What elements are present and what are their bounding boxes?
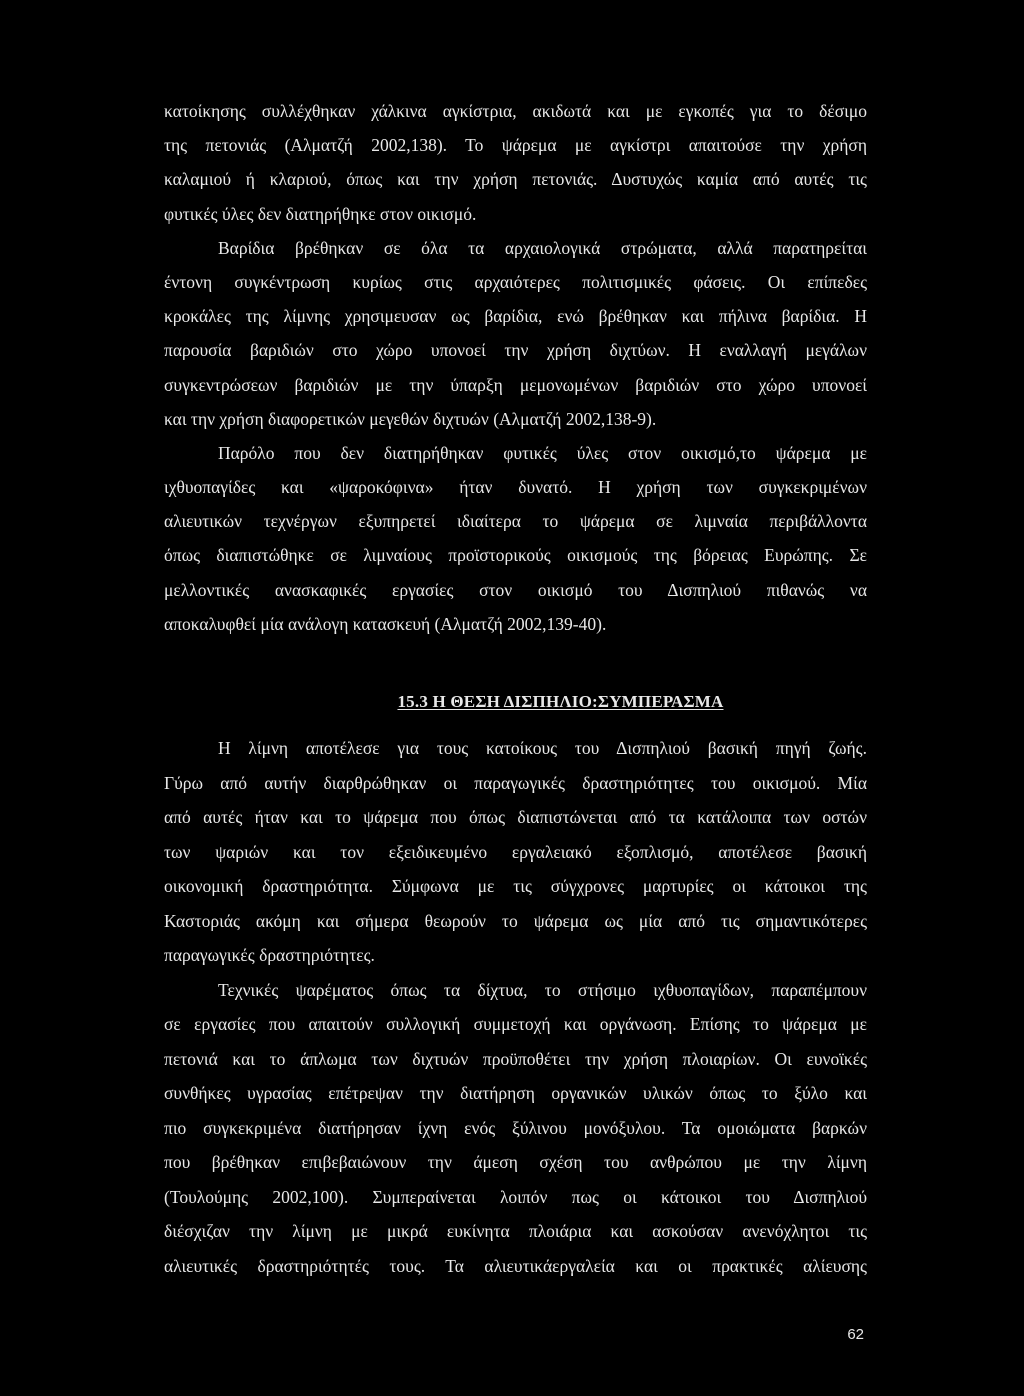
text-line: από αυτές ήταν και το ψάρεμα που όπως διαπιστώνεται από τα κατάλοιπα των οστών [164, 807, 867, 827]
text-line: αποκαλυφθεί μία ανάλογη κατασκευή (Αλματζή 2002,139-40). [164, 613, 607, 634]
text-line: καλαμιού ή κλαριού, όπως και την χρήση πετονιάς. Δυστυχώς καμία από αυτές τις [164, 169, 867, 190]
text-line: της πετονιάς (Αλματζή 2002,138). Το ψάρεμα με αγκίστρι απαιτούσε την χρήση [164, 135, 867, 156]
text-line: συγκεντρώσεων βαριδιών με την ύπαρξη μεμονωμένων βαριδιών στο χώρο υπονοεί [164, 374, 867, 395]
body-text-lower [164, 731, 867, 1283]
text-line: διέσχιζαν την λίμνη με μικρά ευκίνητα πλοιάρια και ασκούσαν ανενόχλητοι τις [164, 1221, 867, 1241]
text-line: αλιευτικών τεχνέργων εξυπηρετεί ιδιαίτερα το ψάρεμα σε λιμναία περιβάλλοντα [164, 511, 867, 532]
text-line: Παρόλο που δεν διατηρήθηκαν φυτικές ύλες στον οικισμό,το ψάρεμα με [218, 442, 867, 463]
text-line: Γύρω από αυτήν διαρθρώθηκαν οι παραγωγικές δραστηριότητες του οικισμού. Μία [164, 772, 867, 793]
text-line: φυτικές ύλες δεν διατηρήθηκε στον οικισμό. [164, 203, 477, 224]
text-line: (Τουλούμης 2002,100). Συμπεραίνεται λοιπόν πως οι κάτοικοι του Δισπηλιού [164, 1186, 867, 1207]
text-line: κατοίκησης συλλέχθηκαν χάλκινα αγκίστρια, ακιδωτά και με εγκοπές για το δέσιμο [164, 101, 867, 121]
text-line: παρουσία βαριδιών στο χώρο υπονοεί την χρήση διχτύων. Η εναλλαγή μεγάλων [164, 340, 867, 361]
text-line: πετονιά και το άπλωμα των διχτυών προϋποθέτει την χρήση πλοιαρίων. Οι ευνοϊκές [164, 1048, 867, 1069]
text-line: των ψαριών και τον εξειδικευμένο εργαλειακό εξοπλισμό, αποτέλεσε βασική [164, 841, 867, 862]
text-line: Βαρίδια βρέθηκαν σε όλα τα αρχαιολογικά στρώματα, αλλά παρατηρείται [218, 237, 867, 258]
text-line: σε εργασίες που απαιτούν συλλογική συμμετοχή και οργάνωση. Επίσης το ψάρεμα με [164, 1014, 867, 1034]
text-line: και την χρήση διαφορετικών μεγεθών διχτυών (Αλματζή 2002,138-9). [164, 408, 657, 429]
text-line: όπως διαπιστώθηκε σε λιμναίους προϊστορικούς οικισμούς της βόρειας Ευρώπης. Σε [164, 545, 867, 566]
text-line: κροκάλες της λίμνης χρησιμευσαν ως βαρίδια, ενώ βρέθηκαν και πήλινα βαρίδια. Η [164, 306, 867, 327]
text-line: Τεχνικές ψαρέματος όπως τα δίχτυα, το στήσιμο ιχθυοπαγίδων, παραπέμπουν [218, 979, 867, 1000]
text-line: παραγωγικές δραστηριότητες. [164, 945, 375, 965]
text-line: αλιευτικές δραστηριότητές τους. Τα αλιευτικάεργαλεία και οι πρακτικές αλίευσης [164, 1255, 867, 1276]
text-line: μελλοντικές ανασκαφικές εργασίες στον οικισμό του Δισπηλιού πιθανώς να [164, 579, 867, 600]
text-line: πιο συγκεκριμένα διατήρησαν ίχνη ενός ξύλινου μονόξυλου. Τα ομοιώματα βαρκών [164, 1117, 867, 1138]
section-heading-wrap [0, 692, 1024, 712]
text-line: Καστοριάς ακόμη και σήμερα θεωρούν το ψάρεμα ως μία από τις σημαντικότερες [164, 910, 867, 931]
text-line: ιχθυοπαγίδες και «ψαροκόφινα» ήταν δυνατό. Η χρήση των συγκεκριμένων [164, 477, 867, 498]
text-line: συνθήκες υγρασίας επέτρεψαν την διατήρηση οργανικών υλικών όπως το ξύλο και [164, 1083, 867, 1103]
text-line: οικονομική δραστηριότητα. Σύμφωνα με τις σύγχρονες μαρτυρίες οι κάτοικοι της [164, 876, 867, 896]
text-line: που βρέθηκαν επιβεβαιώνουν την άμεση σχέση του ανθρώπου με την λίμνη [164, 1152, 867, 1172]
section-heading: 15.3 Η ΘΕΣΗ ΔΙΣΠΗΛΙΟ:ΣΥΜΠΕΡΑΣΜΑ [397, 692, 724, 711]
body-text-upper [164, 94, 867, 641]
page-number: 62 [847, 1326, 864, 1343]
text-line: έντονη συγκέντρωση κυρίως στις αρχαιότερες πολιτισμικές φάσεις. Οι επίπεδες [164, 271, 867, 292]
text-line: Η λίμνη αποτέλεσε για τους κατοίκους του Δισπηλιού βασική πηγή ζωής. [218, 738, 867, 758]
